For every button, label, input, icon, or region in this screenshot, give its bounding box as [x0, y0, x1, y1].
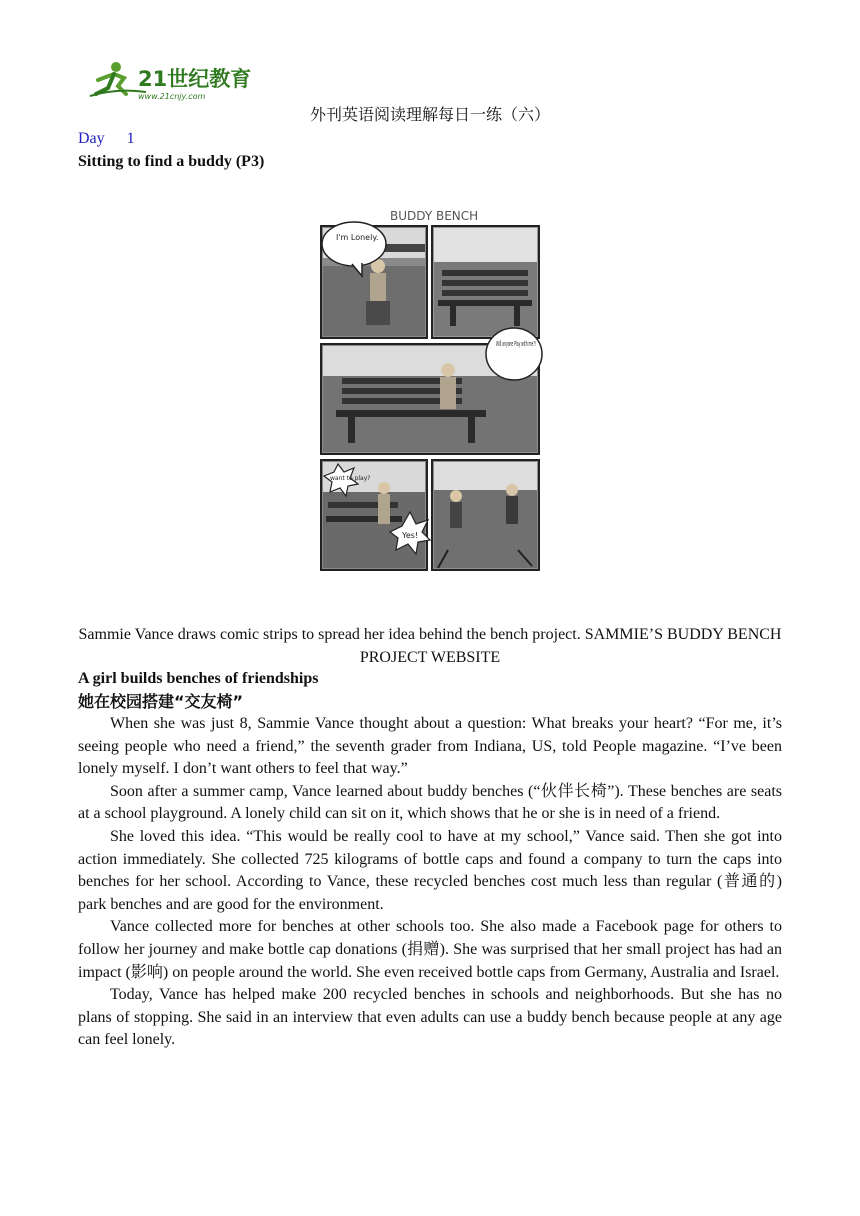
figure-caption: Sammie Vance draws comic strips to spread her idea behind the bench project. SAMMIE’S BUDDY BENCH PROJECT WEBSITE [78, 626, 782, 666]
paragraph-4: Vance collected more for benches at other schools too. She also made a Facebook page for others to follow her journey and make bottle cap donations (捐赠). She was surprised that her small project has had an impact (影响) on people around the world. She even received bottle caps from Germany, Australia and Israel. [78, 918, 782, 981]
logo-graphic [86, 58, 256, 104]
bubble-2-text: Will anyone Play with me?! [496, 340, 536, 348]
paragraph-1: When she was just 8, Sammie Vance thought about a question: What breaks your heart? “For me, it’s seeing people who need a friend,” the seventh grader from Indiana, US, told People magazine. “I’ve been lonely myself. I don’t want others to feel that way.” [78, 715, 782, 778]
comic-strip-image [318, 206, 542, 572]
bubble-1-text: I'm Lonely. [336, 233, 379, 242]
paragraph-3: She loved this idea. “This would be really cool to have at my school,” Vance said. Then she got into action immediately. She collected 725 kilograms of bottle caps and found a company to turn the caps into benches for her school. According to Vance, these recycled benches cost much less than regular (普通的) park benches and are good for the environment. [78, 827, 782, 913]
day-label [78, 128, 135, 150]
logo-url: www.21cnjy.com [138, 92, 206, 101]
comic-panel-5 [432, 460, 539, 570]
article-subtitle: 她在校园搭建“交友椅” [78, 692, 244, 711]
comic-panel-4 [321, 460, 430, 570]
day-number: 1 [126, 130, 135, 147]
site-logo [86, 58, 256, 104]
document-title: 外刊英语阅读理解每日一练（六） [309, 105, 550, 124]
section-title: Sitting to find a buddy (P3) [78, 153, 265, 170]
comic-panel-1 [321, 222, 427, 338]
bubble-3-text: want to play? [330, 475, 371, 482]
bubble-4-text: Yes! [402, 531, 419, 540]
day-word: Day [78, 130, 105, 147]
article-title: A girl builds benches of friendships [78, 670, 319, 687]
article-body [78, 713, 782, 1052]
comic-panel-3 [321, 328, 542, 454]
comic-header: BUDDY BENCH [390, 209, 479, 223]
comic-panel-2 [432, 226, 539, 338]
paragraph-5: Today, Vance has helped make 200 recycled benches in schools and neighborhoods. But she has no plans of stopping. She said in an interview that even adults can use a buddy bench because people at any age can feel lonely. [78, 986, 782, 1049]
logo-text: 21世纪教育 [138, 67, 252, 91]
paragraph-2: Soon after a summer camp, Vance learned about buddy benches (“伙伴长椅”). These benches are seats at a school playground. A lonely child can sit on it, which shows that he or she is in need of a friend. [78, 782, 782, 823]
